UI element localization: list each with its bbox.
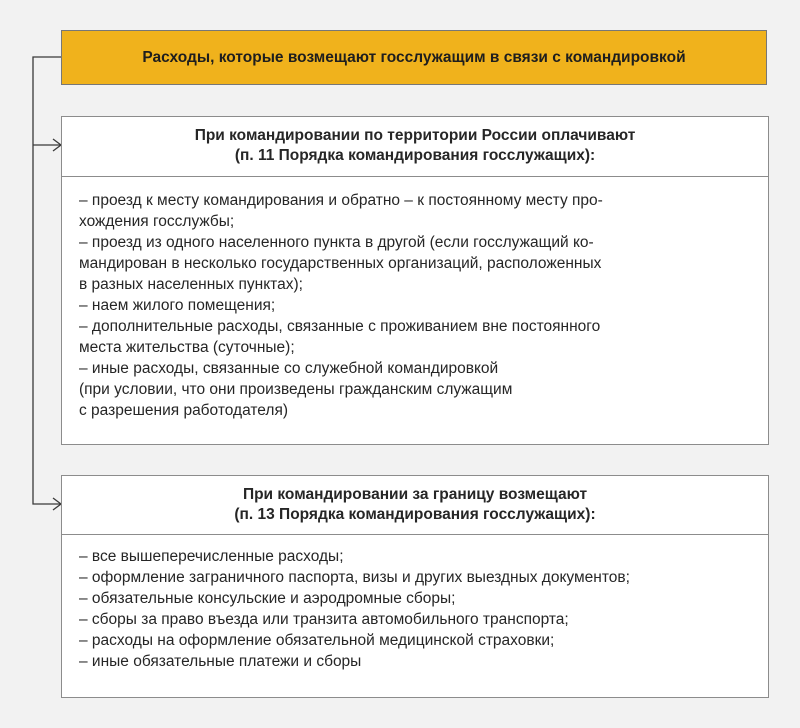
list-item: – расходы на оформление обязательной медицинской страховки; — [79, 632, 555, 649]
expenses-header-box — [61, 30, 767, 85]
russia-expense-list — [62, 177, 768, 421]
list-item-line: – наем жилого помещения; — [79, 297, 276, 314]
list-item-line: в разных населенных пунктах); — [79, 276, 303, 293]
russia-title-line-1: При командировании по территории России оплачивают — [194, 127, 636, 144]
list-item: – обязательные консульские и аэродромные сборы; — [79, 590, 456, 607]
expenses-header-title: Расходы, которые возмещают госслужащим в связи с командировкой — [142, 48, 686, 66]
list-item-line: хождения госслужбы; — [79, 213, 235, 230]
list-item — [79, 316, 754, 358]
arrow-right-icon — [53, 139, 61, 151]
list-item: – оформление заграничного паспорта, визы и других выездных документов; — [79, 569, 630, 586]
list-item — [79, 295, 754, 316]
arrow-right-icon — [53, 498, 61, 510]
russia-title-line-2: (п. 11 Порядка командирования госслужащих): — [234, 147, 596, 164]
list-item-line: (при условии, что они произведены гражданским служащим — [79, 381, 513, 398]
list-item-line: мандирован в несколько государственных организаций, расположенных — [79, 255, 602, 272]
list-item: – все вышеперечисленные расходы; — [79, 548, 344, 565]
abroad-trip-section — [61, 475, 769, 698]
list-item-line: – проезд из одного населенного пункта в другой (если госслужащий ко- — [79, 234, 594, 251]
russia-section-title — [62, 117, 768, 177]
russia-trip-section — [61, 116, 769, 445]
connector-trunk-line — [33, 57, 61, 504]
list-item-line: места жительства (суточные); — [79, 339, 295, 356]
list-item-line: – иные расходы, связанные со служебной командировкой — [79, 360, 499, 377]
abroad-section-title — [62, 476, 768, 535]
list-item-line: – дополнительные расходы, связанные с проживанием вне постоянного — [79, 318, 601, 335]
list-item — [79, 190, 754, 232]
list-item: – иные обязательные платежи и сборы — [79, 653, 362, 670]
list-item-line: с разрешения работодателя) — [79, 402, 289, 419]
abroad-title-line-2: (п. 13 Порядка командирования госслужащих): — [234, 506, 596, 523]
abroad-expense-list — [62, 535, 768, 672]
list-item-line: – проезд к месту командирования и обратно – к постоянному месту про- — [79, 192, 603, 209]
list-item: – сборы за право въезда или транзита автомобильного транспорта; — [79, 611, 569, 628]
list-item — [79, 358, 754, 421]
list-item — [79, 232, 754, 295]
abroad-title-line-1: При командировании за границу возмещают — [242, 486, 588, 503]
